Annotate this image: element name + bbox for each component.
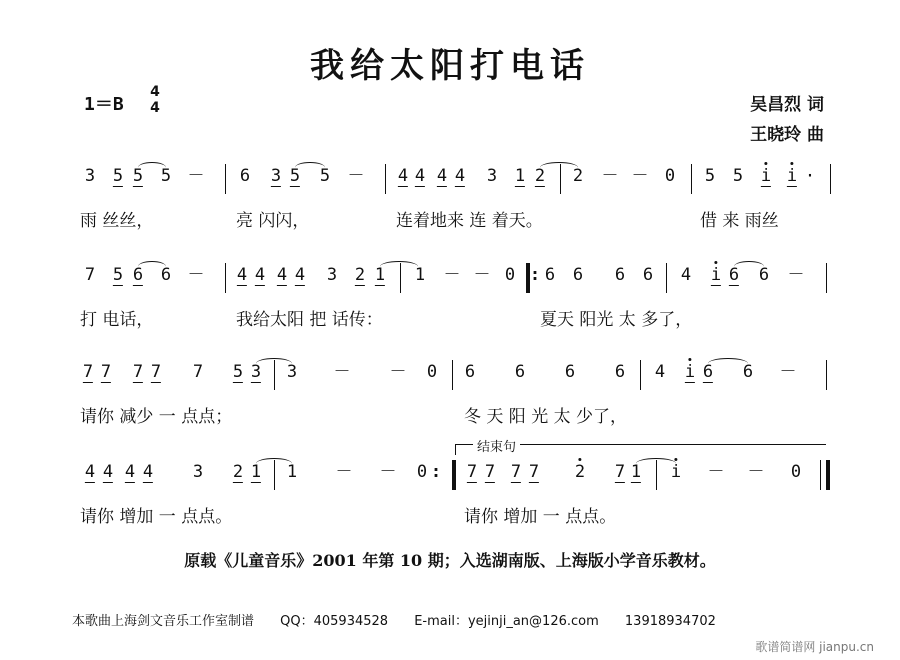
note: － — [443, 265, 461, 285]
note: 4 — [142, 462, 154, 482]
note: 4 — [654, 362, 666, 382]
note: － — [747, 462, 765, 482]
note: － — [389, 362, 407, 382]
note: 0 — [416, 462, 428, 482]
note: 2 — [534, 166, 546, 186]
note: 0 — [426, 362, 438, 382]
note: 5 — [112, 265, 124, 285]
score-line-2 — [80, 263, 840, 363]
note: 7 — [100, 362, 112, 382]
note: 4 — [124, 462, 136, 482]
note: 0 — [664, 166, 676, 186]
note: － — [787, 265, 805, 285]
note: 5 — [732, 166, 744, 186]
lyric: 连着地来 连 着天。 — [396, 211, 543, 231]
note: 5 — [319, 166, 331, 186]
lyric: 亮 闪闪， — [236, 211, 310, 231]
note: 6 — [464, 362, 476, 382]
source-note: 原载《儿童音乐》2001 年第 10 期；入选湖南版、上海版小学音乐教材。 — [184, 551, 716, 570]
barline — [225, 164, 226, 194]
note: 4 — [294, 265, 306, 285]
lyric: 冬 天 阳 光 太 少了， — [464, 407, 628, 427]
barline — [656, 460, 657, 490]
note: 2 — [232, 462, 244, 482]
score-line-4 — [80, 460, 840, 560]
key-signature: 1＝B — [84, 94, 124, 115]
note: 1 — [630, 462, 642, 482]
note: 7 — [484, 462, 496, 482]
note: 1 — [250, 462, 262, 482]
note: 7 — [132, 362, 144, 382]
repeat-end-barline — [452, 460, 456, 490]
lyric: 夏天 阳光 太 多了， — [540, 310, 693, 330]
lyric: 请你 增加 一 点点。 — [464, 507, 617, 527]
lyrics-row — [80, 402, 840, 430]
note: 5 — [289, 166, 301, 186]
note: － — [779, 362, 797, 382]
song-title: 我给太阳打电话 — [310, 46, 590, 86]
note: 4 — [454, 166, 466, 186]
lyric: 我给太阳 把 话传： — [236, 310, 383, 330]
lyric: 请你 增加 一 点点。 — [80, 507, 233, 527]
note: － — [473, 265, 491, 285]
note-high: i — [786, 166, 798, 186]
barline — [452, 360, 453, 390]
score-line-1 — [80, 164, 840, 264]
note: 1 — [286, 462, 298, 482]
note: 6 — [160, 265, 172, 285]
note-high: i — [710, 265, 722, 285]
repeat-dots: : — [529, 265, 541, 285]
footer-qq: QQ：405934528 — [280, 614, 389, 629]
tie-slur — [380, 261, 418, 272]
note: 1 — [514, 166, 526, 186]
barline — [385, 164, 386, 194]
barline — [640, 360, 641, 390]
note: 4 — [102, 462, 114, 482]
barline — [560, 164, 561, 194]
note: 7 — [84, 265, 96, 285]
repeat-dots: : — [430, 462, 442, 482]
note: 2 — [354, 265, 366, 285]
note: 4 — [84, 462, 96, 482]
footer-phone: 13918934702 — [624, 614, 716, 629]
note: － — [347, 166, 365, 186]
note: 0 — [504, 265, 516, 285]
composer-credit: 王晓玲 曲 — [750, 125, 824, 145]
lyrics-row — [80, 502, 840, 530]
note: 7 — [510, 462, 522, 482]
note: － — [333, 362, 351, 382]
note: 5 — [704, 166, 716, 186]
ending-bracket — [455, 438, 827, 455]
note: 5 — [112, 166, 124, 186]
lyric: 雨 丝丝， — [80, 211, 154, 231]
note: 3 — [84, 166, 96, 186]
time-signature — [148, 84, 162, 116]
ending-label: 结束句 — [473, 436, 520, 455]
lyric: 借 来 雨丝 — [700, 211, 779, 231]
note: － — [601, 166, 619, 186]
notes-row — [80, 460, 840, 500]
note: 6 — [239, 166, 251, 186]
barline — [274, 460, 275, 490]
note: － — [379, 462, 397, 482]
note: 4 — [236, 265, 248, 285]
note-high: i — [760, 166, 772, 186]
note: － — [707, 462, 725, 482]
note: 4 — [397, 166, 409, 186]
barline — [666, 263, 667, 293]
barline — [274, 360, 275, 390]
note: － — [187, 166, 205, 186]
note: 4 — [254, 265, 266, 285]
note: － — [187, 265, 205, 285]
note: 4 — [414, 166, 426, 186]
note: 6 — [742, 362, 754, 382]
note: 3 — [486, 166, 498, 186]
note: 6 — [514, 362, 526, 382]
note: 5 — [132, 166, 144, 186]
note: － — [631, 166, 649, 186]
note: 7 — [150, 362, 162, 382]
barline — [225, 263, 226, 293]
note: 4 — [680, 265, 692, 285]
note: 6 — [614, 265, 626, 285]
note: 7 — [614, 462, 626, 482]
final-barline-thick — [826, 460, 830, 490]
note: 6 — [728, 265, 740, 285]
footer-studio: 本歌曲上海剑文音乐工作室制谱 — [72, 614, 255, 629]
lyric: 请你 减少 一 点点； — [80, 407, 233, 427]
barline — [826, 360, 827, 390]
barline — [826, 263, 827, 293]
note: 6 — [564, 362, 576, 382]
note: 4 — [276, 265, 288, 285]
note: － — [335, 462, 353, 482]
note: 7 — [528, 462, 540, 482]
note: 6 — [572, 265, 584, 285]
lyrics-row — [80, 206, 840, 234]
notes-row — [80, 164, 840, 204]
note-high: i — [684, 362, 696, 382]
note: 4 — [436, 166, 448, 186]
footer-email: E-mail：yejinji_an@126.com — [414, 614, 599, 629]
note: 7 — [82, 362, 94, 382]
time-signature-top: 4 — [150, 84, 160, 100]
note: 3 — [326, 265, 338, 285]
note: 6 — [544, 265, 556, 285]
note: 7 — [466, 462, 478, 482]
note-high: i — [670, 462, 682, 482]
note-high: 2 — [574, 462, 586, 482]
note: 6 — [758, 265, 770, 285]
note: 6 — [642, 265, 654, 285]
watermark: 歌谱简谱网 jianpu.cn — [755, 640, 874, 654]
note: 3 — [192, 462, 204, 482]
barline — [400, 263, 401, 293]
note: 1 — [374, 265, 386, 285]
final-barline-thin — [820, 460, 821, 490]
dotted-note-mark: · — [804, 166, 816, 186]
barline — [830, 164, 831, 194]
note: 1 — [414, 265, 426, 285]
note: 6 — [132, 265, 144, 285]
barline — [691, 164, 692, 194]
notes-row — [80, 263, 840, 303]
note: 3 — [286, 362, 298, 382]
note: 7 — [192, 362, 204, 382]
lyrics-row — [80, 305, 840, 333]
lyric: 打 电话， — [80, 310, 154, 330]
note: 3 — [270, 166, 282, 186]
time-signature-bottom: 4 — [150, 100, 160, 116]
footer — [72, 610, 738, 629]
notes-row — [80, 360, 840, 400]
note: 0 — [790, 462, 802, 482]
note: 6 — [614, 362, 626, 382]
note: 3 — [250, 362, 262, 382]
lyricist-credit: 吴昌烈 词 — [750, 95, 824, 115]
note: 5 — [232, 362, 244, 382]
note: 6 — [702, 362, 714, 382]
note: 2 — [572, 166, 584, 186]
note: 5 — [160, 166, 172, 186]
